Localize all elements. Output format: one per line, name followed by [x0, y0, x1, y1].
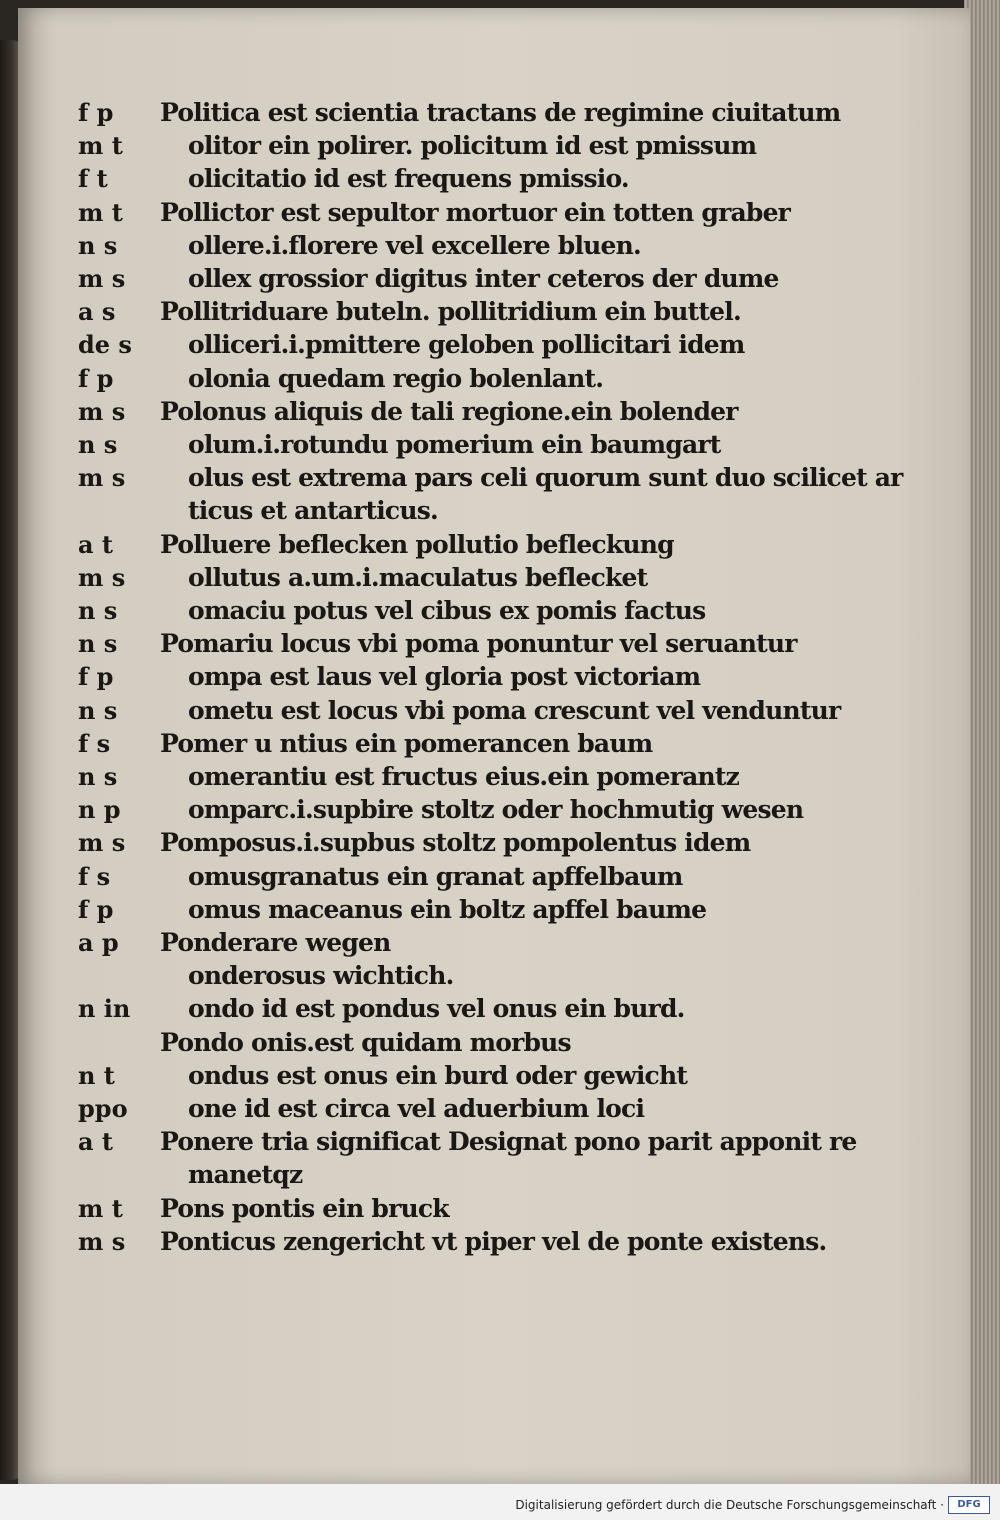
dictionary-line: [18, 959, 958, 992]
entry-text: ollex grossior digitus inter ceteros der dume: [188, 264, 779, 293]
grammar-marker: f s: [78, 728, 111, 758]
grammar-marker: a t: [78, 529, 113, 559]
entry-text: Pollitriduare buteln. pollitridium ein buttel.: [160, 297, 741, 327]
grammar-marker: m s: [78, 396, 126, 426]
grammar-marker: m s: [78, 828, 126, 858]
dictionary-line: [18, 528, 958, 561]
dictionary-line: [18, 926, 958, 959]
entry-text: olonia quedam regio bolenlant.: [188, 363, 604, 393]
dictionary-line: [18, 362, 958, 395]
entry-text: omerantiu est fructus eius.ein pomerantz: [188, 762, 740, 791]
grammar-marker: a p: [78, 928, 119, 957]
entry-text: Pons pontis ein bruck: [160, 1193, 449, 1223]
grammar-marker: n t: [78, 1060, 115, 1090]
dictionary-line: [18, 1125, 958, 1158]
dictionary-line: [18, 461, 958, 494]
entry-text: ondus est onus ein burd oder gewicht: [188, 1060, 688, 1090]
entry-text: Pomariu locus vbi poma ponuntur vel seruantur: [160, 629, 797, 659]
dictionary-line: [18, 860, 958, 893]
grammar-marker: m s: [78, 463, 126, 493]
funding-credit: Digitalisierung gefördert durch die Deutsche Forschungsgemeinschaft ·: [515, 1498, 944, 1512]
entry-text: ollere.i.florere vel excellere bluen.: [188, 230, 641, 260]
grammar-marker: n s: [78, 596, 118, 625]
grammar-marker: m t: [78, 197, 123, 227]
dictionary-line: [18, 1192, 958, 1225]
entry-text: olus est extrema pars celi quorum sunt duo scilicet ar: [188, 463, 903, 493]
entry-text: ompa est laus vel gloria post victoriam: [188, 662, 701, 692]
dfg-logo: DFG: [948, 1496, 990, 1514]
grammar-marker: n s: [78, 629, 118, 659]
entry-text: omparc.i.supbire stoltz oder hochmutig wesen: [188, 795, 804, 825]
entry-text: Polonus aliquis de tali regione.ein bolender: [160, 396, 738, 426]
grammar-marker: n p: [78, 795, 121, 825]
dictionary-line: [18, 1158, 958, 1191]
dictionary-line: [18, 229, 958, 262]
dictionary-line: [18, 760, 958, 793]
entry-text: ticus et antarticus.: [188, 496, 438, 526]
grammar-marker: m t: [78, 1193, 123, 1223]
dictionary-line: [18, 694, 958, 727]
dictionary-line: [18, 793, 958, 826]
dictionary-line: [18, 395, 958, 428]
dictionary-line: [18, 196, 958, 229]
grammar-marker: de s: [78, 330, 132, 360]
grammar-marker: n s: [78, 230, 118, 260]
grammar-marker: m t: [78, 131, 123, 161]
grammar-marker: f p: [78, 662, 114, 692]
dictionary-line: [18, 1225, 958, 1258]
entry-text: Polluere beflecken pollutio befleckung: [160, 529, 674, 559]
entry-text: one id est circa vel aduerbium loci: [188, 1094, 645, 1123]
entry-text: Ponderare wegen: [160, 928, 391, 957]
grammar-marker: n in: [78, 994, 131, 1024]
entry-text: olliceri.i.pmittere geloben pollicitari idem: [188, 330, 745, 360]
entry-text: Pomer u ntius ein pomerancen baum: [160, 728, 653, 758]
entry-text: Pomposus.i.supbus stoltz pompolentus idem: [160, 828, 751, 858]
dictionary-line: [18, 494, 958, 527]
entry-text: ometu est locus vbi poma crescunt vel venduntur: [188, 695, 841, 725]
dictionary-line: [18, 129, 958, 162]
dictionary-line: [18, 96, 958, 129]
entry-text: onderosus wichtich.: [188, 961, 454, 991]
grammar-marker: m s: [78, 264, 126, 293]
dictionary-line: [18, 428, 958, 461]
dictionary-line: [18, 561, 958, 594]
grammar-marker: n s: [78, 430, 118, 459]
entry-text: manetqz: [188, 1160, 303, 1190]
dictionary-line: [18, 727, 958, 760]
dictionary-line: [18, 627, 958, 660]
dictionary-line: [18, 992, 958, 1025]
dictionary-line: [18, 594, 958, 627]
grammar-marker: f s: [78, 861, 111, 891]
dictionary-line: [18, 328, 958, 361]
grammar-marker: a s: [78, 297, 116, 327]
footer-bar: [0, 1484, 1000, 1520]
dictionary-line: [18, 1059, 958, 1092]
entry-text: omusgranatus ein granat apffelbaum: [188, 861, 683, 891]
entry-text: Ponticus zengericht vt piper vel de ponte existens.: [160, 1226, 827, 1256]
dictionary-line: [18, 660, 958, 693]
book-page: [18, 8, 970, 1484]
dictionary-line: [18, 162, 958, 195]
grammar-marker: f p: [78, 98, 114, 127]
dictionary-line: [18, 295, 958, 328]
entry-text: Pondo onis.est quidam morbus: [160, 1027, 571, 1057]
entry-text: olum.i.rotundu pomerium ein baumgart: [188, 430, 721, 459]
grammar-marker: f p: [78, 363, 114, 393]
entry-text: olitor ein polirer. policitum id est pmissum: [188, 131, 757, 161]
entry-text: Ponere tria significat Designat pono parit apponit re: [160, 1127, 857, 1157]
grammar-marker: ppo: [78, 1094, 128, 1123]
entry-text: Pollictor est sepultor mortuor ein totten graber: [160, 197, 791, 227]
dictionary-line: [18, 1092, 958, 1125]
dictionary-line: [18, 826, 958, 859]
grammar-marker: n s: [78, 762, 118, 791]
grammar-marker: m s: [78, 562, 126, 592]
dictionary-line: [18, 1026, 958, 1059]
entry-text: omus maceanus ein boltz apffel baume: [188, 894, 707, 924]
entry-text: ondo id est pondus vel onus ein burd.: [188, 994, 685, 1024]
entry-text: olicitatio id est frequens pmissio.: [188, 164, 629, 194]
dictionary-line: [18, 262, 958, 295]
entry-text: Politica est scientia tractans de regimine ciuitatum: [160, 98, 841, 127]
entry-text: omaciu potus vel cibus ex pomis factus: [188, 596, 706, 625]
dictionary-line: [18, 893, 958, 926]
grammar-marker: n s: [78, 695, 118, 725]
grammar-marker: f p: [78, 894, 114, 924]
grammar-marker: m s: [78, 1226, 126, 1256]
grammar-marker: a t: [78, 1127, 113, 1157]
entry-text: ollutus a.um.i.maculatus beflecket: [188, 562, 648, 592]
grammar-marker: f t: [78, 164, 108, 194]
